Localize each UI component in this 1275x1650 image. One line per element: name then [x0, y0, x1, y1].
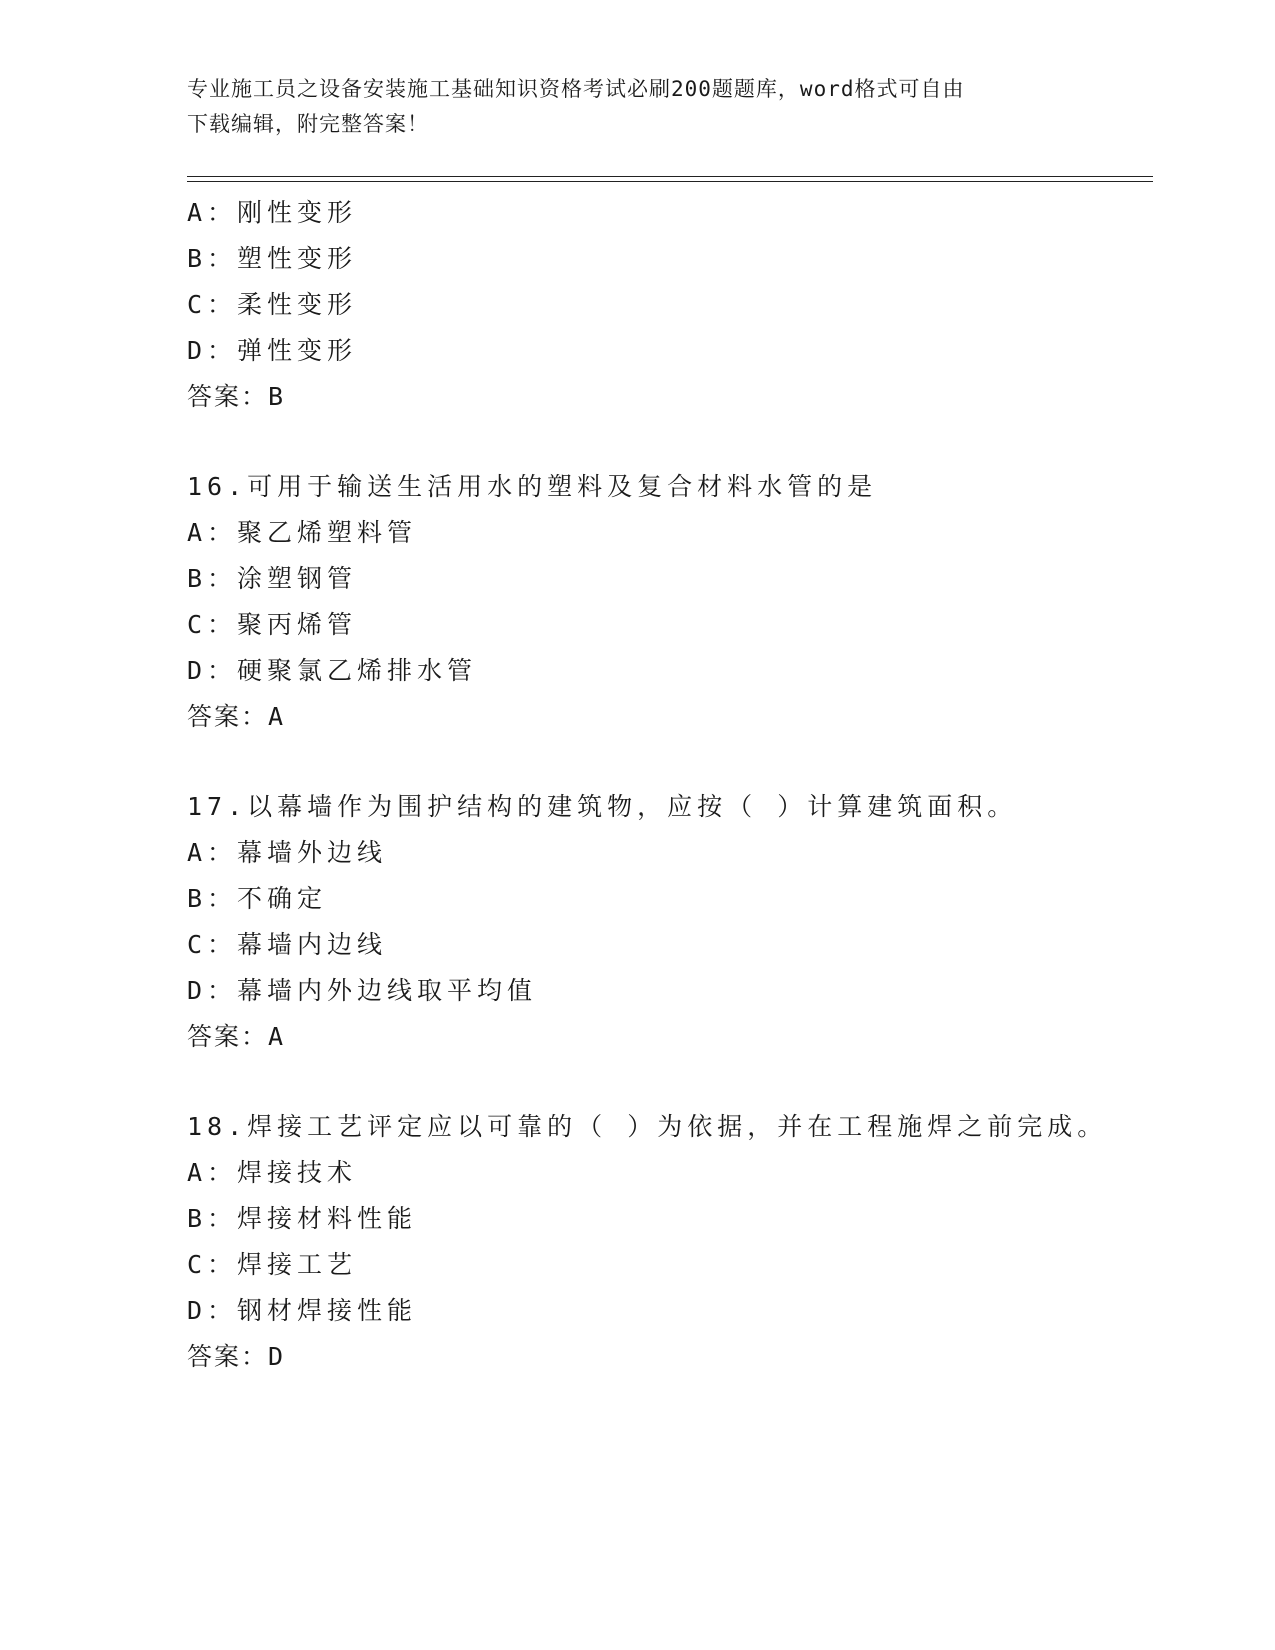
answer-line: 答案：A — [187, 702, 286, 731]
document-body — [187, 190, 1153, 1424]
question-block-17 — [187, 784, 1153, 1060]
answer-line: 答案：D — [187, 1342, 286, 1371]
question-block-16 — [187, 464, 1153, 740]
option-a: A：焊接技术 — [187, 1158, 358, 1187]
header-divider-bottom — [187, 181, 1153, 182]
question-block-15 — [187, 190, 1153, 420]
option-d: D：弹性变形 — [187, 336, 358, 365]
answer-line: 答案：B — [187, 382, 286, 411]
document-header — [187, 72, 1087, 142]
option-b: B：焊接材料性能 — [187, 1204, 418, 1233]
question-stem: 17.以幕墙作为围护结构的建筑物，应按（ ）计算建筑面积。 — [187, 792, 1018, 821]
option-a: A：聚乙烯塑料管 — [187, 518, 418, 547]
option-d: D：钢材焊接性能 — [187, 1296, 418, 1325]
option-c: C：焊接工艺 — [187, 1250, 358, 1279]
option-c: C：柔性变形 — [187, 290, 358, 319]
option-d: D：幕墙内外边线取平均值 — [187, 976, 538, 1005]
option-b: B：不确定 — [187, 884, 328, 913]
header-line-1: 专业施工员之设备安装施工基础知识资格考试必刷200题题库，word格式可自由 — [187, 77, 965, 101]
question-stem: 16.可用于输送生活用水的塑料及复合材料水管的是 — [187, 472, 878, 501]
option-c: C：幕墙内边线 — [187, 930, 388, 959]
question-block-18 — [187, 1104, 1153, 1380]
header-line-2: 下载编辑，附完整答案！ — [187, 112, 429, 136]
option-a: A：刚性变形 — [187, 198, 358, 227]
question-stem: 18.焊接工艺评定应以可靠的（ ）为依据，并在工程施焊之前完成。 — [187, 1112, 1108, 1141]
option-b: B：塑性变形 — [187, 244, 358, 273]
option-d: D：硬聚氯乙烯排水管 — [187, 656, 478, 685]
option-c: C：聚丙烯管 — [187, 610, 358, 639]
option-a: A：幕墙外边线 — [187, 838, 388, 867]
header-divider-top — [187, 176, 1153, 177]
option-b: B：涂塑钢管 — [187, 564, 358, 593]
answer-line: 答案：A — [187, 1022, 286, 1051]
